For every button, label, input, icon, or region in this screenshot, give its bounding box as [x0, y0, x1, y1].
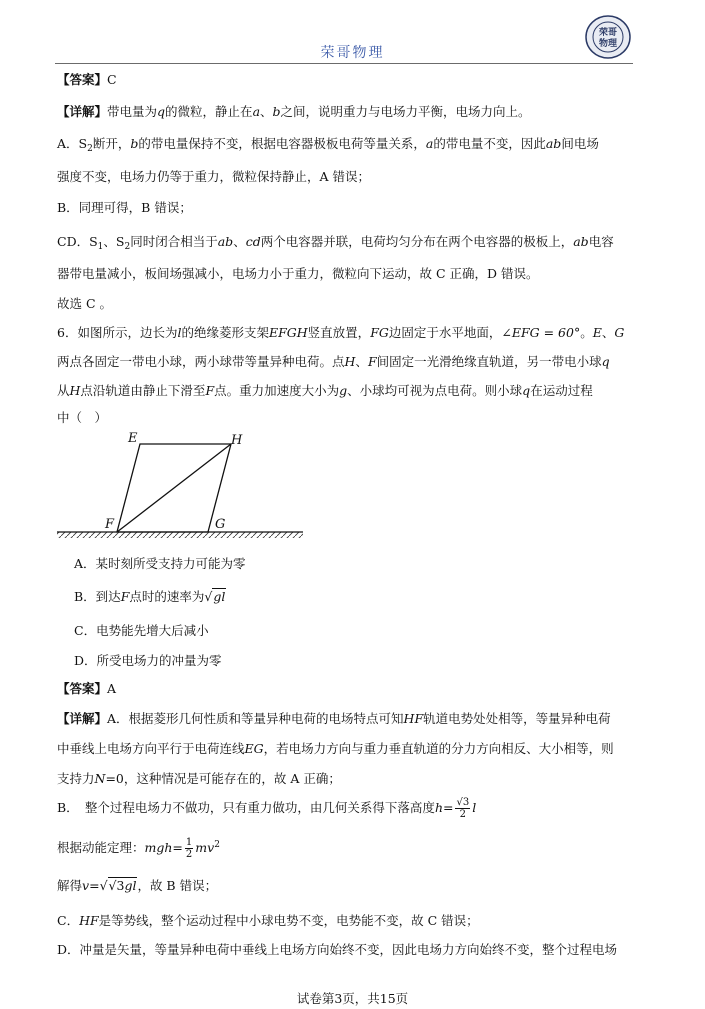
detail-line-6: 器带电量减小，板间场强减小，电场力小于重力，微粒向下运动，故 C 正确，D 错误。	[57, 266, 539, 281]
question-6-line-4: 中（ ）	[57, 410, 108, 425]
detail-6-line-2: 中垂线上电场方向平行于电荷连线EG，若电场力方向与重力垂直轨道的分力方向相反、大小相等，则	[57, 741, 614, 756]
detail-line-4: B．同理可得，B 错误；	[57, 200, 192, 215]
label-g: G	[215, 517, 226, 532]
detail-6-line-5: 根据动能定理：mgh= $\frac{1}{2}$ $mv^2$	[57, 837, 220, 860]
header-title: 荣哥物理	[320, 45, 385, 61]
question-6-line-1: 6．如图所示，边长为l的绝缘菱形支架EFGH竖直放置，FG边固定于水平地面，∠EFG = 60°。E、G	[57, 325, 625, 340]
conclusion-line: 故选 C 。	[57, 296, 113, 311]
answer-line: 【答案】C	[57, 72, 117, 87]
detail-line-3: 强度不变，电场力仍等于重力，微粒保持静止，A 错误；	[57, 169, 371, 184]
label-e: E	[128, 431, 138, 446]
header-divider	[55, 63, 633, 64]
detail-line-1: 【详解】带电量为q的微粒，静止在a、b之间，说明重力与电场力平衡，电场力向上。	[57, 104, 531, 119]
question-6-line-3: 从H点沿轨道由静止下滑至F点。重力加速度大小为g、小球均可视为点电荷。则小球q在运动过程	[57, 383, 593, 398]
logo-text-bottom: 物理	[598, 39, 618, 49]
track-hf	[117, 444, 231, 532]
option-a: A．某时刻所受支持力可能为零	[74, 556, 246, 571]
answer-6-line: 【答案】A	[57, 681, 117, 696]
option-c: C．电势能先增大后减小	[74, 623, 209, 638]
detail-6-line-3: 支持力N=0，这种情况是可能存在的，故 A 正确；	[57, 771, 341, 786]
label-f: F	[105, 517, 115, 532]
rhombus-figure	[55, 428, 305, 543]
detail-6-line-4: B． 整个过程电场力不做功，只有重力做功，由几何关系得下落高度h= $\frac{√3}{2}$ l	[57, 797, 477, 820]
detail-6-line-7: C．HF是等势线，整个运动过程中小球电势不变，电势能不变，故 C 错误；	[57, 913, 479, 928]
question-6-line-2: 两点各固定一带电小球，两小球带等量异种电荷。点H、F间固定一光滑绝缘直轨道，另一带电小球q	[57, 354, 610, 369]
option-b: B．到达F点时的速率为√gl	[74, 589, 226, 604]
detail-line-5: CD．$S_1$、$S_2$同时闭合相当于ab、cd两个电容器并联，电荷均匀分布在两个电容器的极板上，ab电容	[57, 234, 614, 252]
ground-hatch	[57, 532, 303, 538]
logo-text-top: 荣哥	[598, 28, 618, 38]
detail-6-line-1: 【详解】A．根据菱形几何性质和等量异种电荷的电场特点可知HF轨道电势处处相等，等量异种电荷	[57, 711, 611, 726]
option-d: D．所受电场力的冲量为零	[74, 653, 222, 668]
label-h: H	[231, 433, 243, 448]
detail-6-line-6: 解得v=√√3gl，故 B 错误；	[57, 878, 218, 893]
detail-6-line-8: D．冲量是矢量，等量异种电荷中垂线上电场方向始终不变，因此电场力方向始终不变，整个过程电场	[57, 942, 618, 957]
logo-seal-icon	[584, 14, 632, 60]
detail-line-2: A．$S_2$断开，b的带电量保持不变，根据电容器极板电荷等量关系，a的带电量不变，因此ab间电场	[57, 136, 599, 154]
page-footer: 试卷第3页，共15页	[296, 991, 409, 1006]
